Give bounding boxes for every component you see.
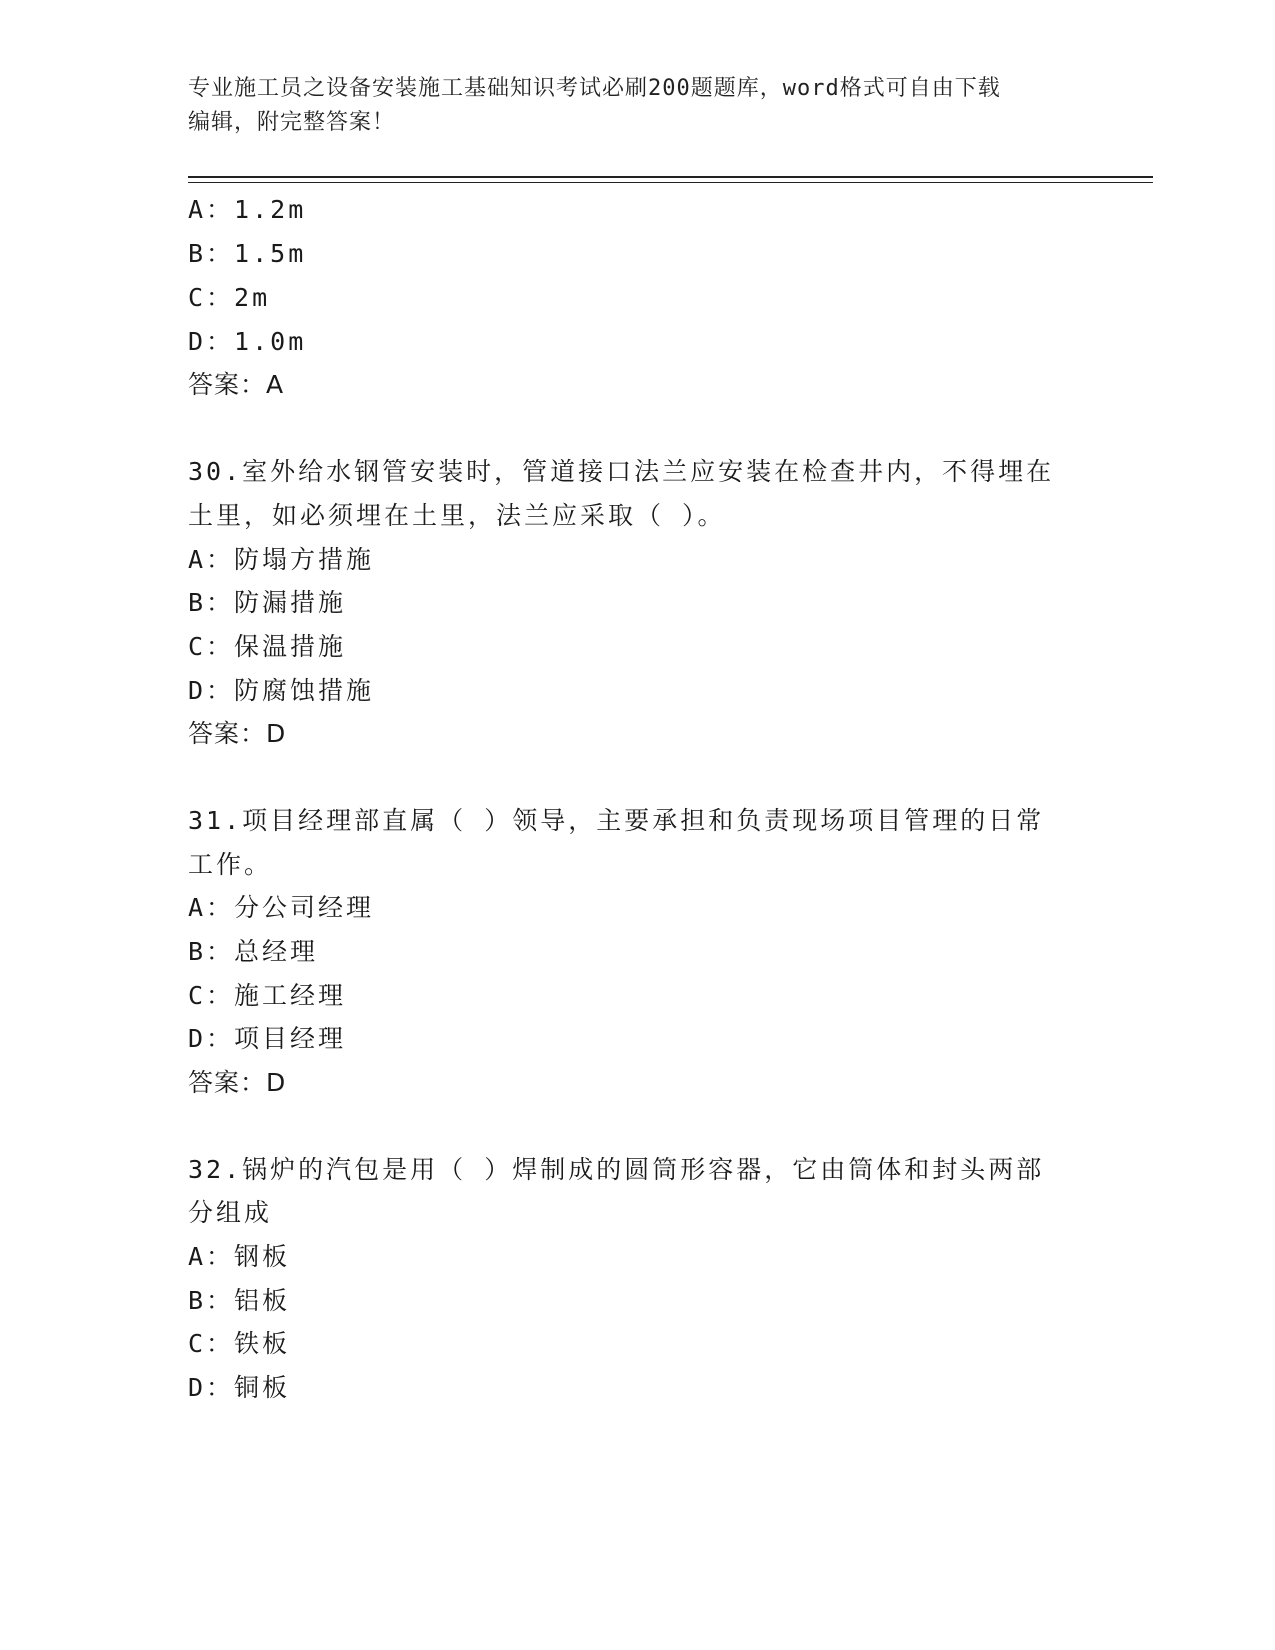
q32-stem-line-2: 分组成 [188,1198,273,1227]
q31-answer: 答案：D [188,1068,287,1097]
q30-option-a: A：防塌方措施 [188,545,375,574]
q31-option-b: B：总经理 [188,937,319,966]
q29-option-b: B：1.5m [188,239,307,268]
q31-stem-line-2: 工作。 [188,850,273,879]
q30-answer: 答案：D [188,719,287,748]
q31-option-a: A：分公司经理 [188,893,375,922]
q30-option-c: C：保温措施 [188,632,347,661]
q29-option-d: D：1.0m [188,327,307,356]
q30-option-b: B：防漏措施 [188,588,347,617]
document-header [188,72,1068,140]
q29-answer: 答案：A [188,370,285,399]
q30-option-d: D：防腐蚀措施 [188,676,375,705]
q29-option-c: C：2m [188,283,271,312]
q30-stem-line-2: 土里，如必须埋在土里，法兰应采取（ ）。 [188,501,726,530]
q32-stem-line-1: 32.锅炉的汽包是用（ ）焊制成的圆筒形容器，它由筒体和封头两部 [188,1155,1045,1184]
q32-option-c: C：铁板 [188,1329,291,1358]
q31-option-d: D：项目经理 [188,1024,347,1053]
header-title-line-2: 编辑，附完整答案！ [188,110,396,135]
q30-stem-line-1: 30.室外给水钢管安装时，管道接口法兰应安装在检查井内，不得埋在 [188,457,1055,486]
q31-stem-line-1: 31.项目经理部直属（ ）领导，主要承担和负责现场项目管理的日常 [188,806,1045,835]
q31-option-c: C：施工经理 [188,981,347,1010]
q32-option-b: B：铝板 [188,1286,291,1315]
q29-option-a: A：1.2m [188,195,307,224]
header-title-line-1: 专业施工员之设备安装施工基础知识考试必刷200题题库，word格式可自由下载 [188,76,1001,101]
q32-option-d: D：铜板 [188,1373,291,1402]
header-divider-thin [188,182,1153,183]
header-divider [188,176,1153,178]
q32-option-a: A：钢板 [188,1242,291,1271]
